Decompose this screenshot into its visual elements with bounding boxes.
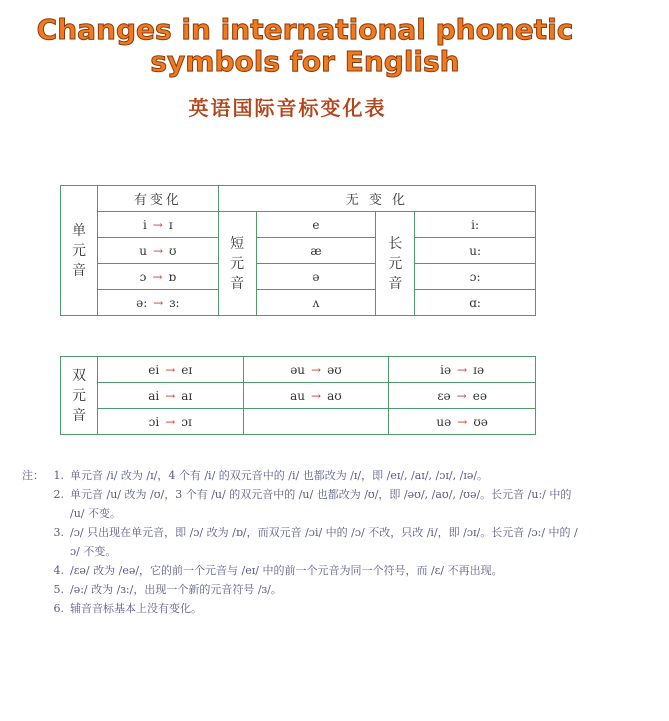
diphthong-cell: iə → ɪə — [389, 357, 536, 383]
notes-prefix: 注： — [22, 469, 44, 482]
monophthong-table — [60, 185, 536, 316]
diphthong-cell: εə → eə — [389, 383, 536, 409]
title-english-line2: symbols for English — [150, 45, 460, 78]
short-vowel-cell: æ — [256, 238, 376, 264]
short-vowel-cell: ʌ — [256, 290, 376, 316]
changed-cell: u → ʊ — [97, 238, 218, 264]
changed-cell: ɔ → ɒ — [97, 264, 218, 290]
diphthong-cell-empty — [243, 409, 389, 435]
changed-cell: ə: → ɜ: — [97, 290, 218, 316]
notes — [22, 466, 582, 618]
title-english-line1: Changes in international phonetic — [36, 13, 574, 46]
header-changed: 有变化 — [97, 186, 218, 212]
diphthong-cell: əu → əʊ — [243, 357, 389, 383]
diphthong-cell: ei → eɪ — [97, 357, 243, 383]
long-vowel-cell: ɑ: — [415, 290, 536, 316]
note-item: 3. /ɔ/ 只出现在单元音，即 /ɔ/ 改为 /ɒ/，而双元音 /ɔi/ 中的 /ɔ/ 不改，只改 /i/，即 /ɔɪ/。长元音 /ɔ:/ 中的 /ɔ/ 不变。 — [53, 526, 578, 558]
note-item: 5. /ə:/ 改为 /ɜ:/，出现一个新的元音符号 /ɜ/。 — [53, 583, 282, 596]
title-chinese: 英语国际音标变化表 — [188, 96, 387, 120]
label-monophthong: 单 元 音 — [61, 186, 98, 316]
long-vowel-cell: ɔ: — [415, 264, 536, 290]
note-item: 注： 1. 单元音 /i/ 改为 /ɪ/，4 个有 /i/ 的双元音中的 /i/ 也都改为 /ɪ/，即 /eɪ/, /aɪ/, /ɔɪ/, /ɪə/。 — [22, 466, 582, 485]
label-short-vowel: 短 元 音 — [218, 212, 256, 316]
note-item: 4. /εə/ 改为 /eə/，它的前一个元音与 /eɪ/ 中的前一个元音为同一个符号，而 /ε/ 不再出现。 — [53, 564, 503, 577]
label-diphthong: 双 元 音 — [61, 357, 98, 435]
diphthong-cell: uə → ʊə — [389, 409, 536, 435]
note-item: 2. 单元音 /u/ 改为 /ʊ/，3 个有 /u/ 的双元音中的 /u/ 也都改为 /ʊ/，即 /əʊ/, /aʊ/, /ʊə/。长元音 /u:/ 中的 /u/ 不变。 — [53, 488, 572, 520]
short-vowel-cell: e — [256, 212, 376, 238]
note-item: 6. 辅音音标基本上没有变化。 — [53, 602, 202, 615]
long-vowel-cell: i: — [415, 212, 536, 238]
header-unchanged: 无 变 化 — [218, 186, 535, 212]
short-vowel-cell: ə — [256, 264, 376, 290]
label-long-vowel: 长 元 音 — [376, 212, 415, 316]
changed-cell: i → ɪ — [97, 212, 218, 238]
long-vowel-cell: u: — [415, 238, 536, 264]
diphthong-cell: ai → aɪ — [97, 383, 243, 409]
diphthong-table — [60, 356, 536, 435]
diphthong-cell: ɔi → ɔɪ — [97, 409, 243, 435]
diphthong-cell: au → aʊ — [243, 383, 389, 409]
